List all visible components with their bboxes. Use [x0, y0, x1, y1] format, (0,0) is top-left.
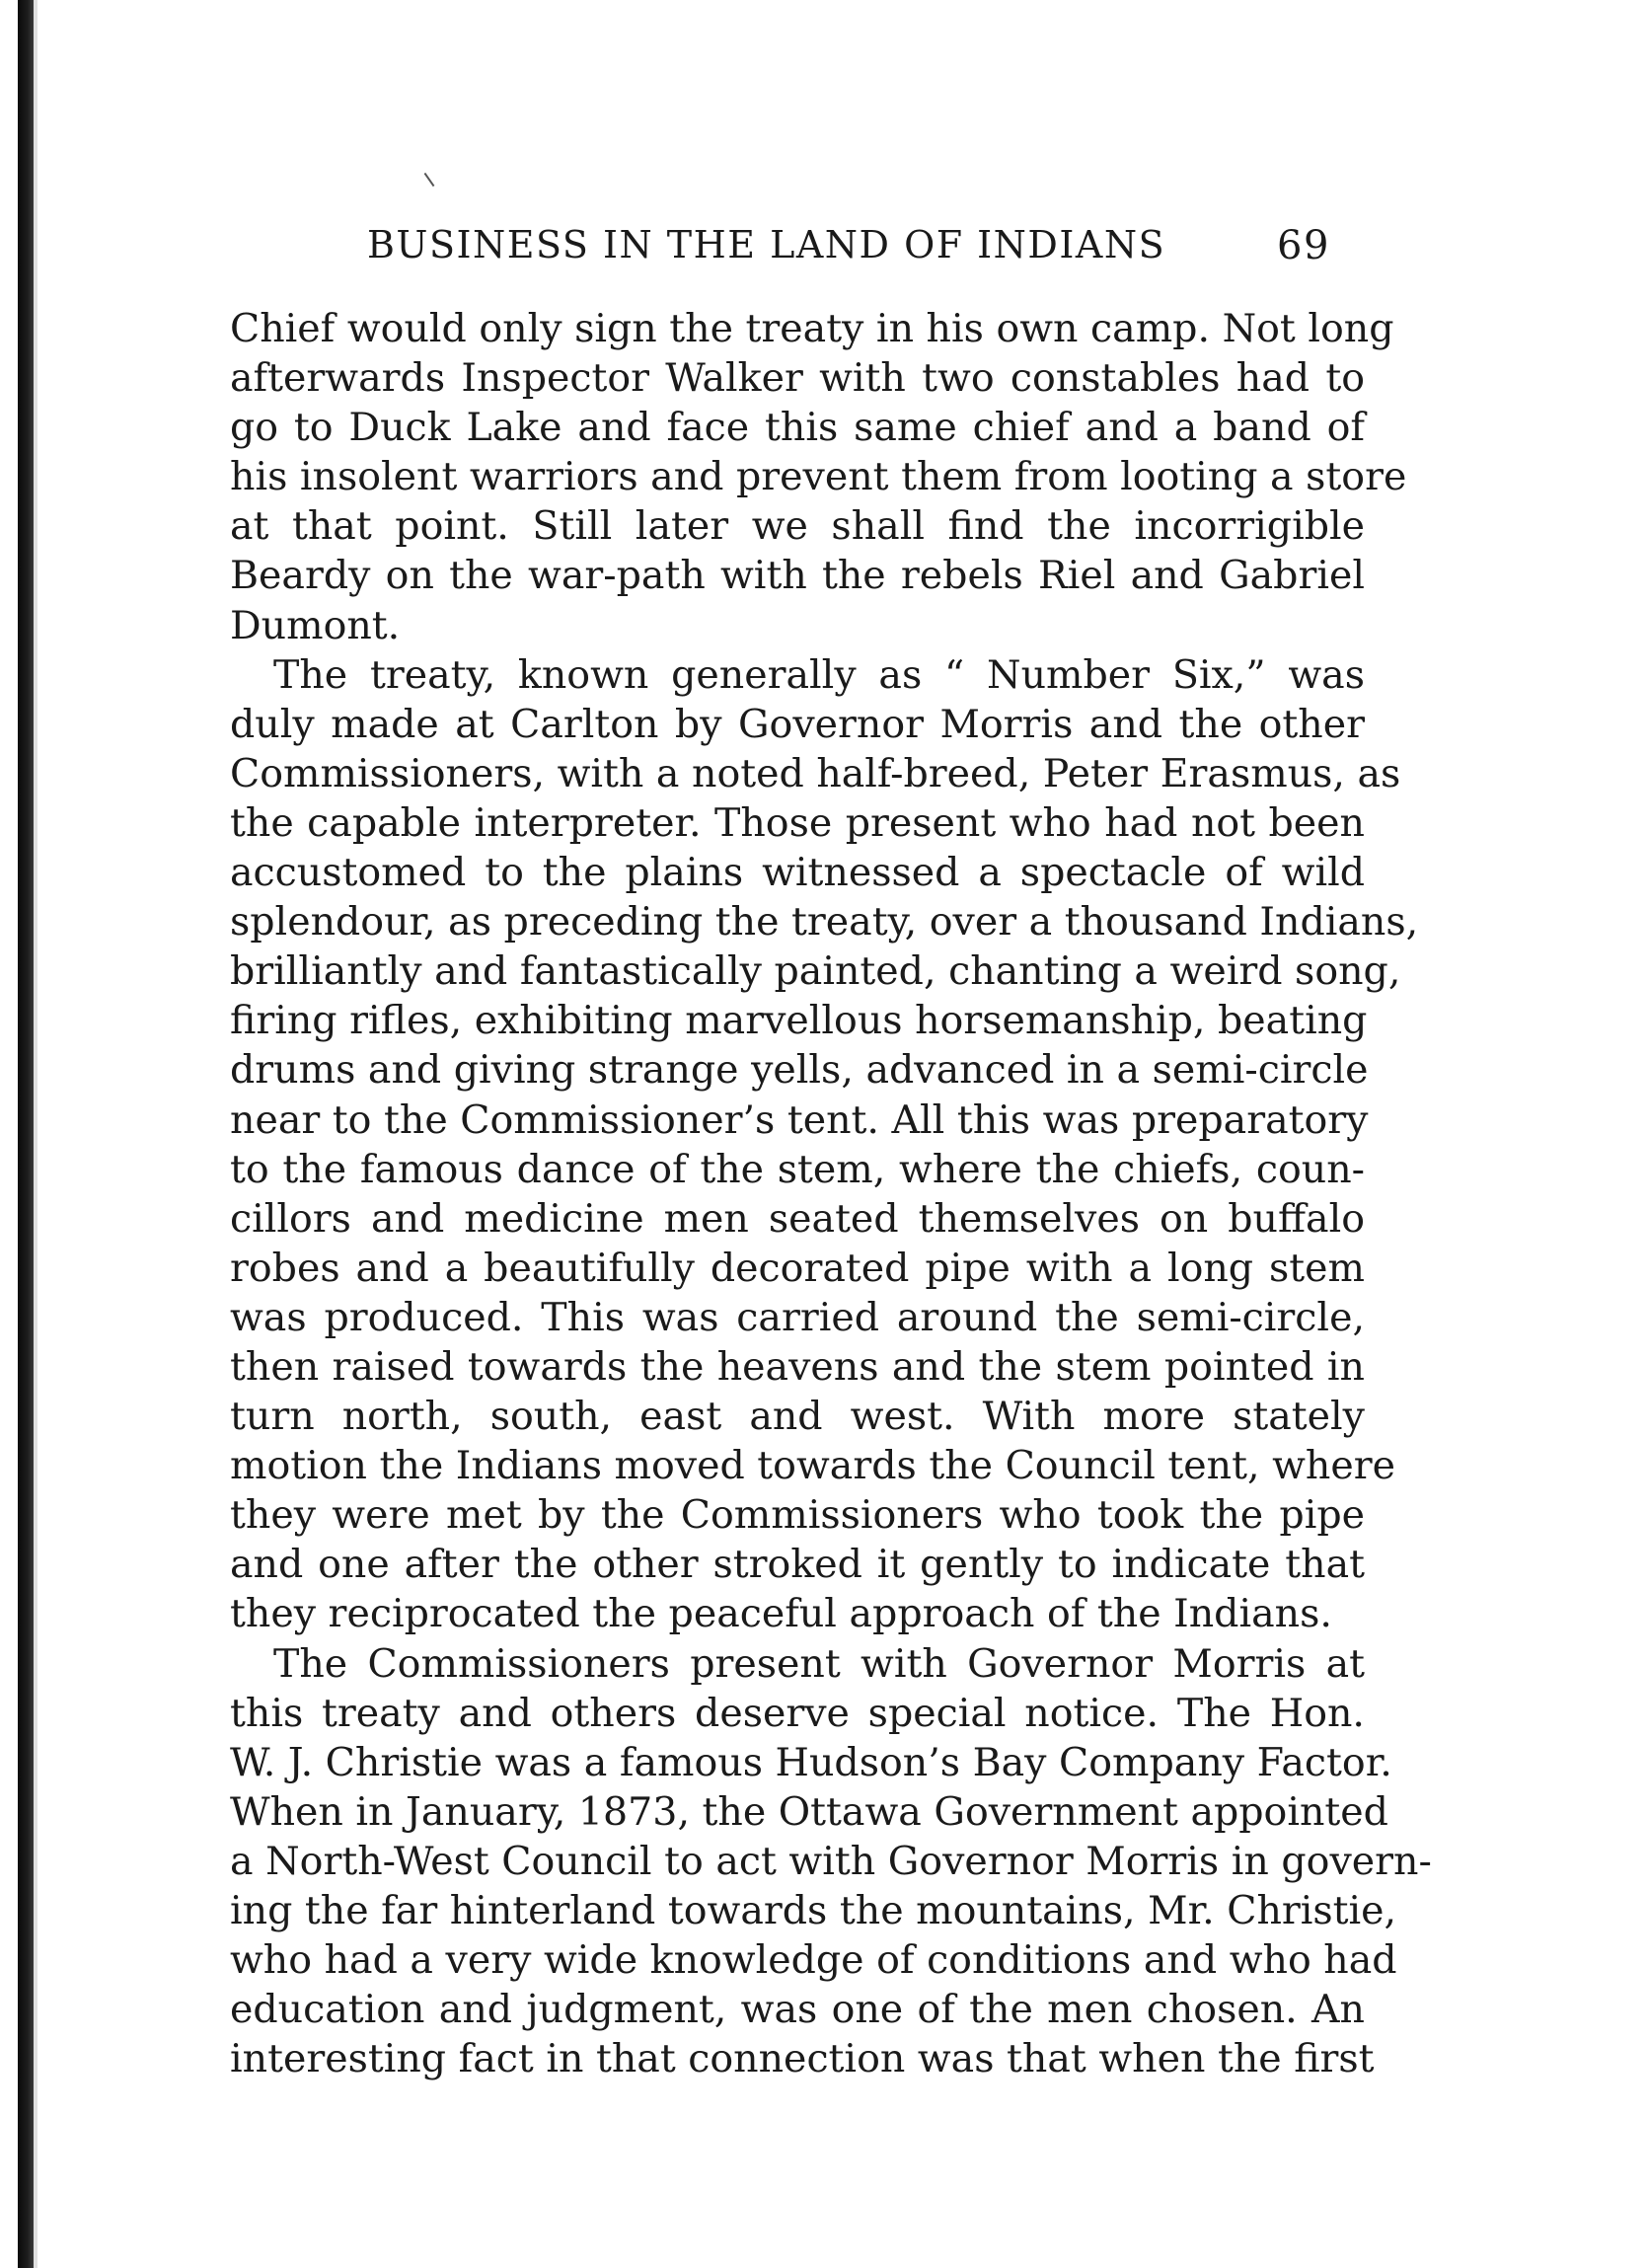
- paragraph-start-line: The Commissioners present with Governor Morris at: [273, 1640, 1365, 1687]
- text-line: drums and giving strange yells, advanced in a semi-circle: [230, 1047, 1369, 1094]
- text-line: they reciprocated the peaceful approach of the Indians.: [230, 1591, 1332, 1637]
- text-line: go to Duck Lake and face this same chief and a band of: [230, 405, 1365, 451]
- text-line: Beardy on the war-path with the rebels Riel and Gabriel: [230, 553, 1365, 599]
- text-line: cillors and medicine men seated themselves on buffalo: [230, 1195, 1365, 1242]
- text-line: was produced. This was carried around the semi-circle,: [230, 1294, 1365, 1340]
- text-line: a North-West Council to act with Governor Morris in govern-: [230, 1838, 1432, 1884]
- text-line: splendour, as preceding the treaty, over a thousand Indians,: [230, 899, 1419, 945]
- text-line: accustomed to the plains witnessed a spectacle of wild: [230, 850, 1365, 896]
- text-line: duly made at Carlton by Governor Morris and the other: [230, 701, 1365, 747]
- book-binding-edge: [18, 0, 34, 2268]
- text-line: his insolent warriors and prevent them from looting a store: [230, 454, 1407, 500]
- text-line: Commissioners, with a noted half-breed, Peter Erasmus, as: [230, 750, 1401, 796]
- text-line: to the famous dance of the stem, where the chiefs, coun-: [230, 1146, 1365, 1192]
- text-line: When in January, 1873, the Ottawa Government appointed: [230, 1788, 1388, 1835]
- text-line: motion the Indians moved towards the Council tent, where: [230, 1443, 1395, 1489]
- text-line: interesting fact in that connection was that when the first: [230, 2036, 1375, 2082]
- text-line: firing rifles, exhibiting marvellous horsemanship, beating: [230, 998, 1368, 1044]
- paragraph-start-line: The treaty, known generally as “ Number Six,” was: [273, 651, 1365, 698]
- text-line: education and judgment, was one of the men chosen. An: [230, 1987, 1365, 2033]
- text-line: this treaty and others deserve special notice. The Hon.: [230, 1690, 1365, 1736]
- text-line: Dumont.: [230, 602, 401, 648]
- text-line: then raised towards the heavens and the stem pointed in: [230, 1343, 1365, 1390]
- body-text: [230, 304, 1432, 2083]
- text-line: who had a very wide knowledge of conditions and who had: [230, 1937, 1397, 1984]
- text-line: ing the far hinterland towards the mountains, Mr. Christie,: [230, 1888, 1397, 1933]
- text-line: Chief would only sign the treaty in his own camp. Not long: [230, 306, 1394, 351]
- text-line: robes and a beautifully decorated pipe with a long stem: [230, 1245, 1365, 1291]
- text-line: afterwards Inspector Walker with two constables had to: [230, 355, 1365, 402]
- page-number: 69: [1277, 223, 1330, 268]
- text-line: they were met by the Commissioners who took the pipe: [230, 1492, 1365, 1539]
- text-line: turn north, south, east and west. With more stately: [230, 1394, 1365, 1440]
- stray-ink-mark: [424, 173, 435, 187]
- text-line: and one after the other stroked it gently to indicate that: [230, 1542, 1365, 1588]
- text-line: brilliantly and fantastically painted, chanting a weird song,: [230, 948, 1401, 995]
- text-line: the capable interpreter. Those present who had not been: [230, 799, 1365, 846]
- binding-shadow: [34, 0, 37, 2268]
- running-head: [367, 223, 1354, 282]
- text-line: W. J. Christie was a famous Hudson’s Bay Company Factor.: [230, 1739, 1392, 1785]
- text-line: at that point. Still later we shall find the incorrigible: [230, 503, 1365, 550]
- running-head-title: BUSINESS IN THE LAND OF INDIANS: [367, 223, 1166, 266]
- text-line: near to the Commissioner’s tent. All this was preparatory: [230, 1096, 1369, 1143]
